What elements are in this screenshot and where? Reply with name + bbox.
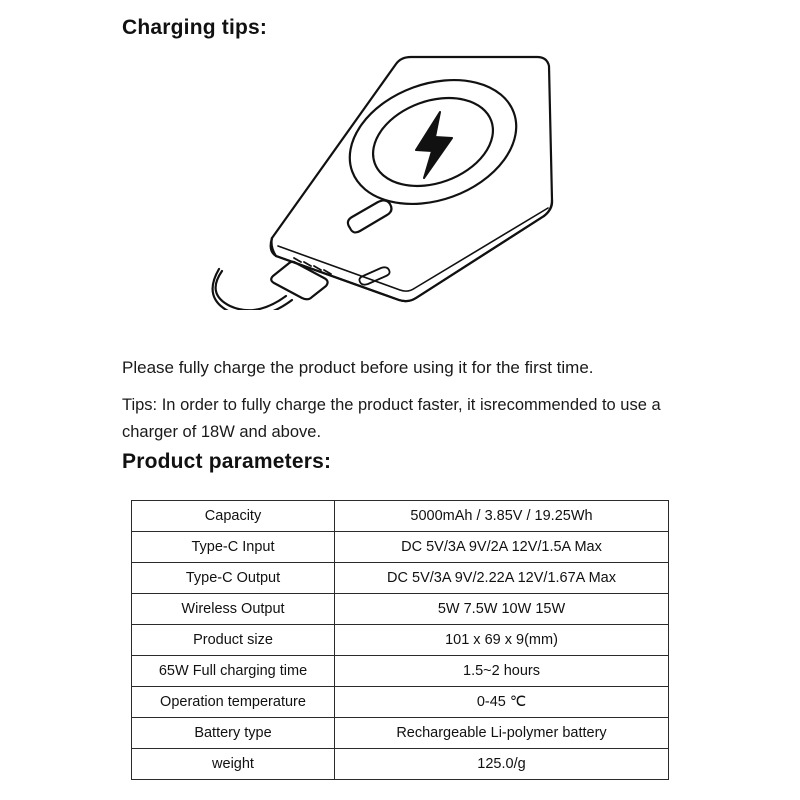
param-value: DC 5V/3A 9V/2A 12V/1.5A Max (335, 532, 669, 563)
power-bank-illustration (200, 50, 620, 310)
indicator-pill (348, 200, 392, 232)
usb-c-port (359, 267, 389, 284)
param-value: 1.5~2 hours (335, 656, 669, 687)
device-edge (276, 216, 544, 301)
param-value: 5W 7.5W 10W 15W (335, 594, 669, 625)
table-row (132, 594, 669, 625)
tips-paragraph: Tips: In order to fully charge the product faster, it isrecommended to use a charger of 18W and above. (122, 395, 661, 441)
param-label: Type-C Input (132, 532, 335, 563)
param-value: DC 5V/3A 9V/2.22A 12V/1.67A Max (335, 563, 669, 594)
table-row (132, 687, 669, 718)
param-value: 5000mAh / 3.85V / 19.25Wh (335, 501, 669, 532)
param-value: 101 x 69 x 9(mm) (335, 625, 669, 656)
param-label: Battery type (132, 718, 335, 749)
product-parameters-table (131, 500, 669, 780)
param-label: Capacity (132, 501, 335, 532)
param-label: weight (132, 749, 335, 780)
charging-cable (216, 271, 286, 310)
param-value: 125.0/g (335, 749, 669, 780)
device-bottom-thickness (278, 208, 548, 291)
table-row (132, 625, 669, 656)
charging-tips-heading: Charging tips: (122, 16, 268, 39)
param-label: Type-C Output (132, 563, 335, 594)
table-row (132, 656, 669, 687)
table-row (132, 563, 669, 594)
param-label: Operation temperature (132, 687, 335, 718)
connector-detail (274, 283, 296, 295)
intro-paragraph: Please fully charge the product before using it for the first time. (122, 358, 594, 377)
usb-c-connector (271, 262, 327, 300)
param-label: Wireless Output (132, 594, 335, 625)
product-parameters-table-wrapper (131, 500, 669, 780)
table-row (132, 718, 669, 749)
product-parameters-heading: Product parameters: (122, 450, 332, 473)
param-label: 65W Full charging time (132, 656, 335, 687)
param-label: Product size (132, 625, 335, 656)
table-row (132, 749, 669, 780)
lightning-bolt-icon (416, 112, 452, 178)
table-row (132, 532, 669, 563)
table-row (132, 501, 669, 532)
device-body-outline (271, 57, 552, 301)
param-value: 0-45 ℃ (335, 687, 669, 718)
param-value: Rechargeable Li-polymer battery (335, 718, 669, 749)
